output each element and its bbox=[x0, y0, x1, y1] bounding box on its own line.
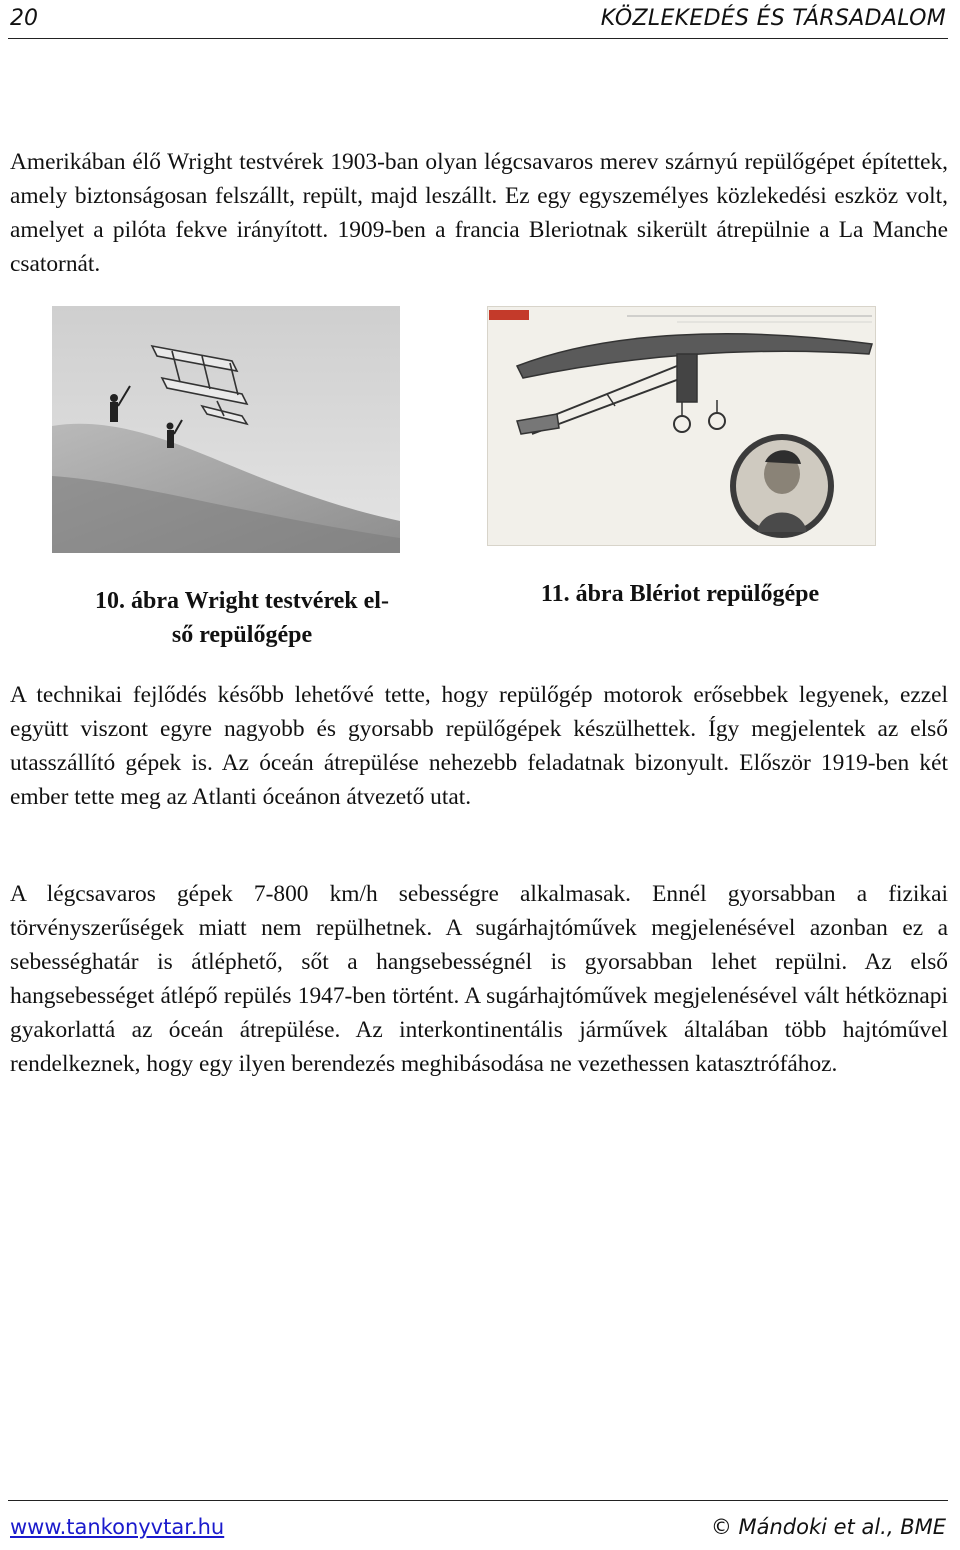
copyright-notice: © Mándoki et al., BME bbox=[710, 1515, 946, 1539]
page-number: 20 bbox=[10, 6, 38, 31]
page-footer bbox=[8, 1500, 948, 1545]
figure-10-caption-line2: ső repülőgépe bbox=[171, 622, 313, 648]
figure-10-caption-line1: 10. ábra Wright testvérek el- bbox=[95, 588, 389, 614]
figure-wright-glider-photo bbox=[52, 306, 400, 553]
paragraph-technical-development: A technikai fejlődés később lehetővé tette, hogy repülőgép motorok erősebbek legyenek, ezzel együtt viszont egyre nagyobb és gyorsabb repülőgépek készülhettek. Így megjelentek az első utasszállító gépek is. Az óceán átrepülése nehezebb feladatnak bizonyult. Először 1919-ben két ember tette meg az Atlanti óceánon átvezető utat. bbox=[10, 682, 948, 810]
figure-bleriot-postcard bbox=[487, 306, 876, 546]
page-header bbox=[8, 4, 948, 39]
figure-10-caption bbox=[58, 584, 426, 652]
figure-11-caption: 11. ábra Blériot repülőgépe bbox=[540, 581, 820, 607]
paragraph-jet-engines: A légcsavaros gépek 7-800 km/h sebességre alkalmasak. Ennél gyorsabban a fizikai törvényszerűségek miatt nem repülhetnek. A sugárhajtóművek megjelenésével azonban ez a sebességhatár is átléphető, sőt a hangsebességnél is gyorsabban lehet repülni. Az első hangsebességet átlépő repülés 1947-ben történt. A sugárhajtóművek megjelenésével vált hétköznapi gyakorlattá az óceán átrepülése. Az interkontinentális járművek általában több hajtóművel rendelkeznek, hogy egy ilyen berendezés meghibásodása ne vezethessen katasztrófához. bbox=[10, 881, 948, 1077]
running-title: KÖZLEKEDÉS ÉS TÁRSADALOM bbox=[600, 6, 946, 31]
bleriot-plane-image bbox=[487, 306, 876, 546]
wright-glider-image bbox=[52, 306, 400, 553]
paragraph-wright-bleriot: Amerikában élő Wright testvérek 1903-ban olyan légcsavaros merev szárnyú repülőgépet építettek, amely biztonságosan felszállt, repült, majd leszállt. Ez egy egyszemélyes közlekedési eszköz volt, amelyet a pilóta fekve irányított. 1909-ben a francia Bleriotnak sikerült átrepülnie a La Manche csatornát. bbox=[10, 149, 948, 277]
tankonyvtar-link[interactable]: www.tankonyvtar.hu bbox=[10, 1515, 225, 1539]
pilot-portrait bbox=[730, 434, 834, 538]
postcard-stamp-mark bbox=[489, 310, 529, 320]
